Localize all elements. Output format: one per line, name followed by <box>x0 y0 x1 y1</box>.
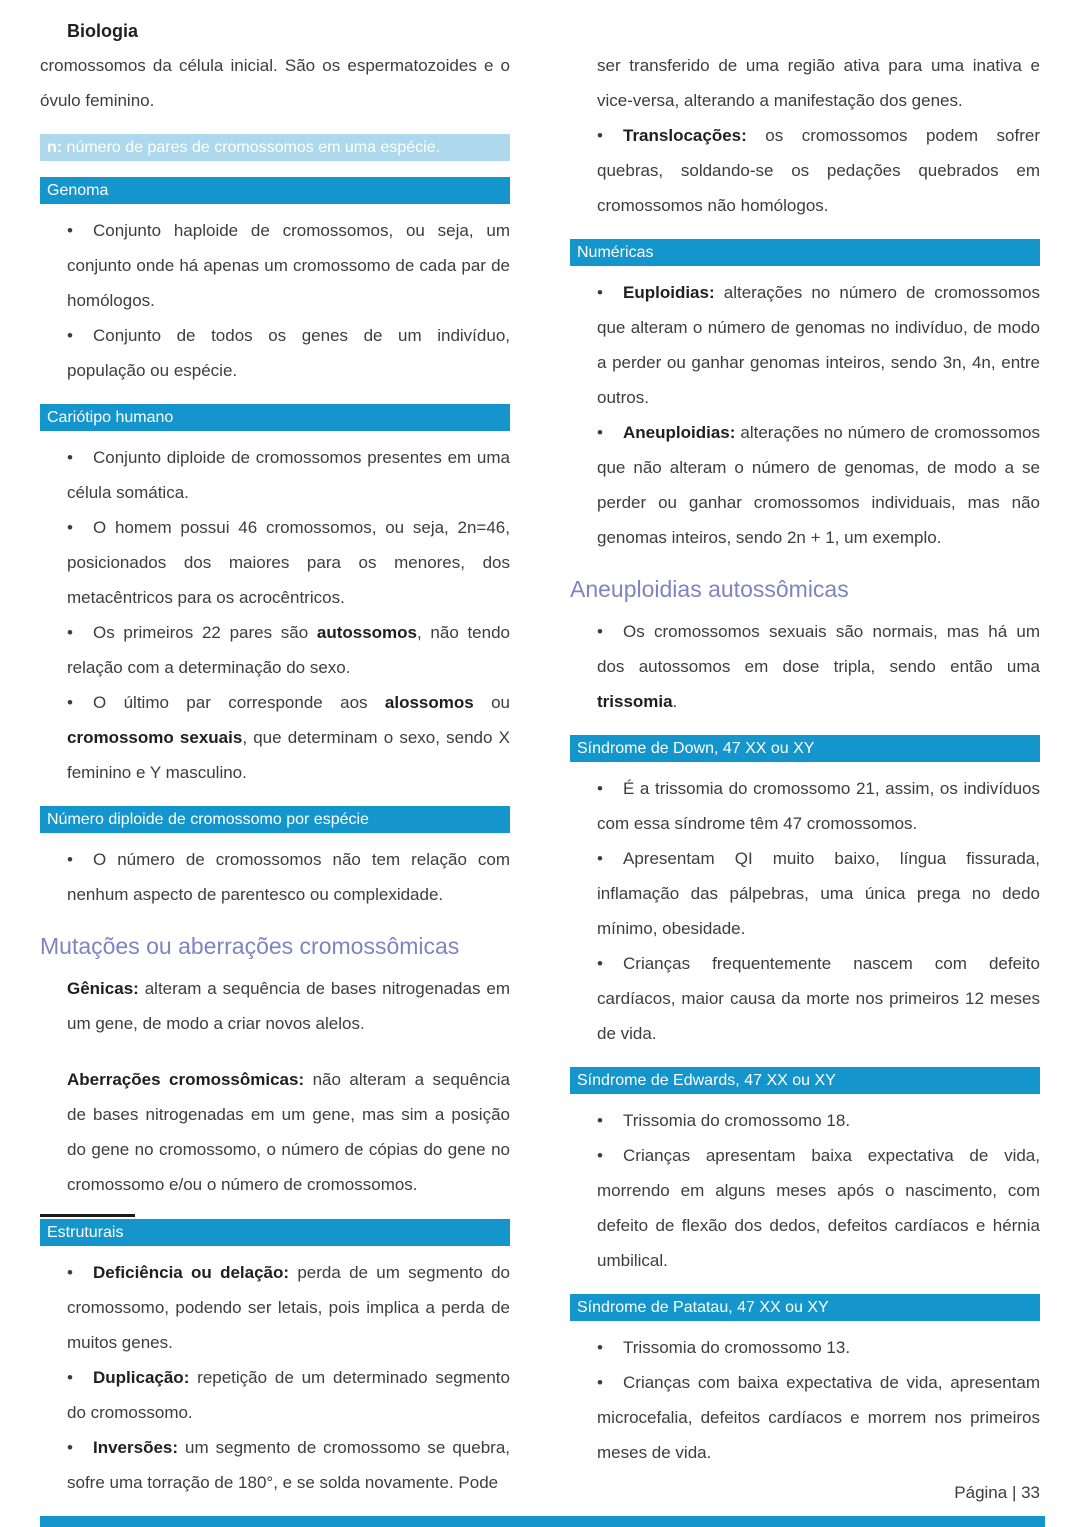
bullet-icon: • <box>67 1263 73 1282</box>
paragraph <box>67 1062 510 1202</box>
bullet-icon: • <box>67 1438 73 1457</box>
bullet-item <box>597 841 1040 946</box>
bullet-list <box>67 1255 510 1500</box>
bold-text: Inversões: <box>93 1438 179 1457</box>
text-run: ser transferido de uma região ativa para uma inativa e vice-versa, alterando a manifestação dos genes. <box>597 56 1040 110</box>
section-heading: Mutações ou aberrações cromossômicas <box>40 933 460 959</box>
bullet-item <box>67 1255 510 1360</box>
bullet-icon: • <box>597 283 603 302</box>
bullet-list <box>597 614 1040 719</box>
text-run: Os cromossomos sexuais são normais, mas há um dos autossomos em dose tripla, sendo então uma <box>597 622 1040 676</box>
page-title: Biologia <box>67 21 138 41</box>
text-run: Crianças frequentemente nascem com defeito cardíacos, maior causa da morte nos primeiros 12 meses de vida. <box>597 954 1040 1043</box>
bold-text: Translocações: <box>623 126 747 145</box>
bullet-item <box>597 1138 1040 1278</box>
bullet-item <box>67 213 510 318</box>
text-run: Crianças com baixa expectativa de vida, apresentam microcefalia, defeitos cardíacos e morrem nos primeiros meses de vida. <box>597 1373 1040 1462</box>
text-run: Crianças apresentam baixa expectativa de vida, morrendo em alguns meses após o nascimento, com defeito de flexão dos dedos, defeitos cardíacos e hérnia umbilical. <box>597 1146 1040 1270</box>
bullet-icon: • <box>597 622 603 641</box>
text-run: repetição de um determinado segmento do cromossomo. <box>67 1368 510 1422</box>
text-run: O homem possui 46 cromossomos, ou seja, 2n=46, posicionados dos maiores para os menores, dos metacêntricos para os acrocêntricos. <box>67 518 510 607</box>
bold-text: Deficiência ou delação: <box>93 1263 290 1282</box>
bullet-icon: • <box>597 849 603 868</box>
bullet-list <box>67 213 510 388</box>
definition-highlight-bar <box>40 134 510 161</box>
paragraph <box>67 971 510 1041</box>
text-run: O número de cromossomos não tem relação com nenhum aspecto de parentesco ou complexidade. <box>67 850 510 904</box>
text-run: número de pares de cromossomos em uma espécie. <box>62 139 441 156</box>
bullet-item <box>67 842 510 912</box>
bold-text: autossomos <box>316 623 418 642</box>
bullet-list <box>597 1330 1040 1470</box>
section-heading: Aneuploidias autossômicas <box>570 576 849 602</box>
two-column-layout <box>40 48 1040 1500</box>
bullet-item <box>67 1430 510 1500</box>
text-run: não alteram a sequência de bases nitrogenadas em um gene, mas sim a posição do gene no cromossomo, o número de cópias do gene no cromossomo e/ou o número de cromossomos. <box>67 1070 511 1194</box>
text-run: O último par corresponde aos <box>93 693 385 712</box>
bullet-list <box>67 842 510 912</box>
page-footer <box>954 1483 1040 1503</box>
bold-text: trissomia <box>597 692 673 711</box>
text-run: , não tendo relação com a determinação do sexo. <box>67 623 511 677</box>
section-header-bar: Numéricas <box>570 239 1040 266</box>
text-run: um segmento de cromossomo se quebra, sofre uma torração de 180°, e se solda novamente. Pode <box>67 1438 510 1492</box>
bullet-icon: • <box>597 1338 603 1357</box>
bold-text: Gênicas: <box>67 979 139 998</box>
bullet-item <box>67 318 510 388</box>
bullet-icon: • <box>67 693 73 712</box>
text-run: os cromossomos podem sofrer quebras, soldando-se os pedações quebrados em cromossomos não homólogos. <box>597 126 1040 215</box>
text-run: É a trissomia do cromossomo 21, assim, os indivíduos com essa síndrome têm 47 cromossomos. <box>597 779 1040 833</box>
bullet-icon: • <box>67 326 73 345</box>
bullet-icon: • <box>67 448 73 467</box>
bold-text: n: <box>47 139 63 156</box>
bullet-list <box>597 771 1040 1051</box>
divider-tick <box>40 1214 135 1217</box>
bullet-list <box>67 440 510 790</box>
bullet-icon: • <box>597 1111 603 1130</box>
page-number: Página | 33 <box>954 1483 1040 1502</box>
bullet-icon: • <box>67 623 73 642</box>
text-run: alterações no número de cromossomos que não alteram o número de genomas, de modo a se perder ou ganhar cromossomos individuais, mas não genomas inteiros, sendo 2n + 1, um exemplo. <box>597 423 1040 547</box>
bullet-icon: • <box>67 1368 73 1387</box>
text-run: alteram a sequência de bases nitrogenadas em um gene, de modo a criar novos alelos. <box>67 979 510 1033</box>
section-header-bar: Número diploide de cromossomo por espécie <box>40 806 510 833</box>
text-run: Apresentam QI muito baixo, língua fissurada, inflamação das pálpebras, uma única prega no dedo mínimo, obesidade. <box>597 849 1040 938</box>
section-header-bar: Síndrome de Down, 47 XX ou XY <box>570 735 1040 762</box>
text-run: Os primeiros 22 pares são <box>93 623 317 642</box>
bullet-item <box>597 415 1040 555</box>
text-run: ou <box>473 693 510 712</box>
bullet-item <box>597 946 1040 1051</box>
bullet-item <box>597 1330 1040 1365</box>
bullet-icon: • <box>597 779 603 798</box>
text-run: . <box>672 692 678 711</box>
text-run: Conjunto haploide de cromossomos, ou seja, um conjunto onde há apenas um cromossomo de cada par de homólogos. <box>67 221 510 310</box>
bullet-item <box>67 685 510 790</box>
bullet-icon: • <box>597 954 603 973</box>
bold-text: Euploidias: <box>623 283 715 302</box>
bullet-item <box>597 1365 1040 1470</box>
bullet-icon: • <box>67 518 73 537</box>
bullet-list <box>597 118 1040 223</box>
bold-text: Aberrações cromossômicas: <box>67 1070 305 1089</box>
bullet-item <box>67 615 510 685</box>
left-column <box>40 48 510 1500</box>
text-run: , que determinam o sexo, sendo X feminino e Y masculino. <box>67 728 510 782</box>
bullet-item <box>597 614 1040 719</box>
bullet-item <box>597 771 1040 841</box>
bullet-icon: • <box>597 1373 603 1392</box>
text-run: Conjunto de todos os genes de um indivíduo, população ou espécie. <box>67 326 510 380</box>
bullet-item <box>67 510 510 615</box>
bullet-item <box>67 1360 510 1430</box>
bullet-icon: • <box>597 126 603 145</box>
bold-text: Aneuploidias: <box>623 423 736 442</box>
bullet-icon: • <box>597 423 603 442</box>
section-header-bar: Síndrome de Patatau, 47 XX ou XY <box>570 1294 1040 1321</box>
text-run: alterações no número de cromossomos que alteram o número de genomas no indivíduo, de modo a perder ou ganhar genomas inteiros, sendo 3n, 4n, entre outros. <box>597 283 1040 407</box>
bullet-list <box>597 1103 1040 1278</box>
text-run: Conjunto diploide de cromossomos presentes em uma célula somática. <box>67 448 510 502</box>
bullet-item <box>597 275 1040 415</box>
text-run: Trissomia do cromossomo 18. <box>623 1111 851 1130</box>
bullet-icon: • <box>67 850 73 869</box>
section-header-bar: Síndrome de Edwards, 47 XX ou XY <box>570 1067 1040 1094</box>
bold-text: cromossomo sexuais <box>67 728 243 747</box>
bold-text: alossomos <box>384 693 474 712</box>
bold-text: Duplicação: <box>93 1368 190 1387</box>
bullet-icon: • <box>67 221 73 240</box>
bullet-item <box>597 118 1040 223</box>
bullet-icon: • <box>597 1146 603 1165</box>
bullet-list <box>597 275 1040 555</box>
next-page-header-bar <box>40 1516 1045 1527</box>
bullet-item <box>597 1103 1040 1138</box>
text-run: cromossomos da célula inicial. São os espermatozoides e o óvulo feminino. <box>40 56 510 110</box>
bullet-item <box>67 440 510 510</box>
paragraph <box>40 48 510 118</box>
text-run: Trissomia do cromossomo 13. <box>623 1338 851 1357</box>
section-header-bar: Cariótipo humano <box>40 404 510 431</box>
section-header-bar: Estruturais <box>40 1219 510 1246</box>
paragraph <box>597 48 1040 118</box>
section-header-bar: Genoma <box>40 177 510 204</box>
text-run: perda de um segmento do cromossomo, podendo ser letais, pois implica a perda de muitos genes. <box>67 1263 511 1352</box>
right-column <box>570 48 1040 1500</box>
